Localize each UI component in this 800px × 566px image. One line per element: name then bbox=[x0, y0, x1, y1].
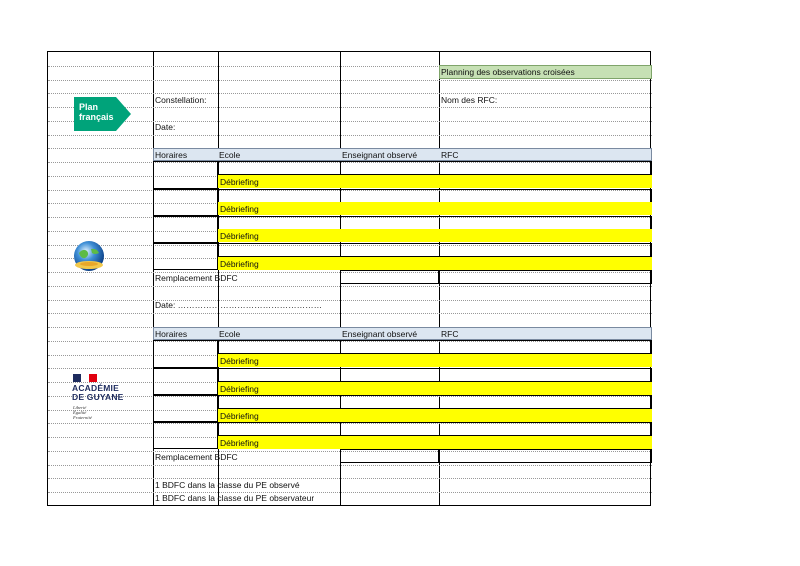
debriefing-label: Débriefing bbox=[220, 231, 259, 241]
debriefing-row bbox=[218, 354, 652, 367]
slot-box bbox=[218, 216, 652, 230]
debriefing-row bbox=[218, 257, 652, 270]
debriefing-label: Débriefing bbox=[220, 204, 259, 214]
academie-motto bbox=[73, 405, 92, 420]
debriefing-row bbox=[218, 382, 652, 395]
remplacement-box bbox=[439, 270, 652, 284]
slot-box bbox=[153, 368, 218, 395]
debriefing-row bbox=[218, 202, 652, 215]
row-line bbox=[48, 313, 652, 314]
debriefing-row bbox=[218, 436, 652, 449]
header-rfc: RFC bbox=[441, 150, 459, 160]
debriefing-label: Débriefing bbox=[220, 356, 259, 366]
header-ecole: Ecole bbox=[219, 150, 241, 160]
marianne-flag-icon bbox=[73, 374, 97, 382]
row-line bbox=[48, 93, 652, 94]
slot-box bbox=[218, 422, 652, 436]
footer-note-1: 1 BDFC dans la classe du PE observé bbox=[155, 480, 300, 490]
row-line bbox=[48, 286, 652, 287]
motto-line: Liberté bbox=[73, 405, 87, 410]
planning-sheet bbox=[47, 51, 651, 506]
date-label-2: Date: …………………………………………… bbox=[155, 300, 323, 310]
slot-box bbox=[218, 340, 652, 354]
remplacement-box bbox=[340, 449, 439, 463]
academie-line1: ACADÉMIE bbox=[72, 383, 119, 393]
row-line bbox=[48, 135, 652, 136]
constellation-label: Constellation: bbox=[155, 95, 207, 105]
plan-francais-logo bbox=[74, 97, 131, 131]
slot-box bbox=[218, 161, 652, 175]
row-line bbox=[48, 492, 652, 493]
debriefing-label: Débriefing bbox=[220, 384, 259, 394]
title-banner-text: Planning des observations croisées bbox=[441, 67, 575, 77]
plan-logo-line2: français bbox=[79, 112, 114, 122]
header-horaires: Horaires bbox=[155, 150, 188, 160]
debriefing-label: Débriefing bbox=[220, 177, 259, 187]
slot-box bbox=[153, 395, 218, 422]
slot-box bbox=[218, 368, 652, 382]
row-line bbox=[48, 465, 652, 466]
row-line bbox=[48, 478, 652, 479]
rfc-names-label: Nom des RFC: bbox=[441, 95, 498, 105]
plan-logo-line1: Plan bbox=[79, 102, 99, 112]
motto-line: Égalité bbox=[73, 410, 87, 415]
header-enseignant: Enseignant observé bbox=[342, 150, 418, 160]
academie-line2: DE GUYANE bbox=[72, 392, 124, 402]
debriefing-label: Débriefing bbox=[220, 411, 259, 421]
debriefing-label: Débriefing bbox=[220, 438, 259, 448]
academie-guyane-logo bbox=[72, 374, 138, 424]
slot-box bbox=[153, 340, 218, 368]
header-enseignant: Enseignant observé bbox=[342, 329, 418, 339]
footer-note-2: 1 BDFC dans la classe du PE observateur bbox=[155, 493, 315, 503]
header-ecole: Ecole bbox=[219, 329, 241, 339]
remplacement-label: Remplacement BDFC bbox=[155, 452, 238, 462]
debriefing-label: Débriefing bbox=[220, 259, 259, 269]
slot-box bbox=[153, 189, 218, 216]
slot-box bbox=[218, 189, 652, 203]
slot-box bbox=[218, 243, 652, 257]
header-horaires: Horaires bbox=[155, 329, 188, 339]
row-line bbox=[48, 300, 652, 301]
slot-box bbox=[153, 422, 218, 449]
globe-icon bbox=[71, 239, 107, 275]
row-line bbox=[48, 121, 652, 122]
slot-box bbox=[153, 216, 218, 243]
remplacement-box bbox=[439, 449, 652, 463]
motto-line: Fraternité bbox=[73, 415, 92, 420]
remplacement-label: Remplacement BDFC bbox=[155, 273, 238, 283]
row-line bbox=[48, 107, 652, 108]
debriefing-row bbox=[218, 175, 652, 188]
slot-box bbox=[153, 243, 218, 270]
slot-box bbox=[218, 395, 652, 409]
row-line bbox=[48, 80, 652, 81]
debriefing-row bbox=[218, 229, 652, 242]
remplacement-box bbox=[340, 270, 439, 284]
slot-box bbox=[153, 161, 218, 189]
header-rfc: RFC bbox=[441, 329, 459, 339]
date-label-1: Date: bbox=[155, 122, 176, 132]
debriefing-row bbox=[218, 409, 652, 422]
